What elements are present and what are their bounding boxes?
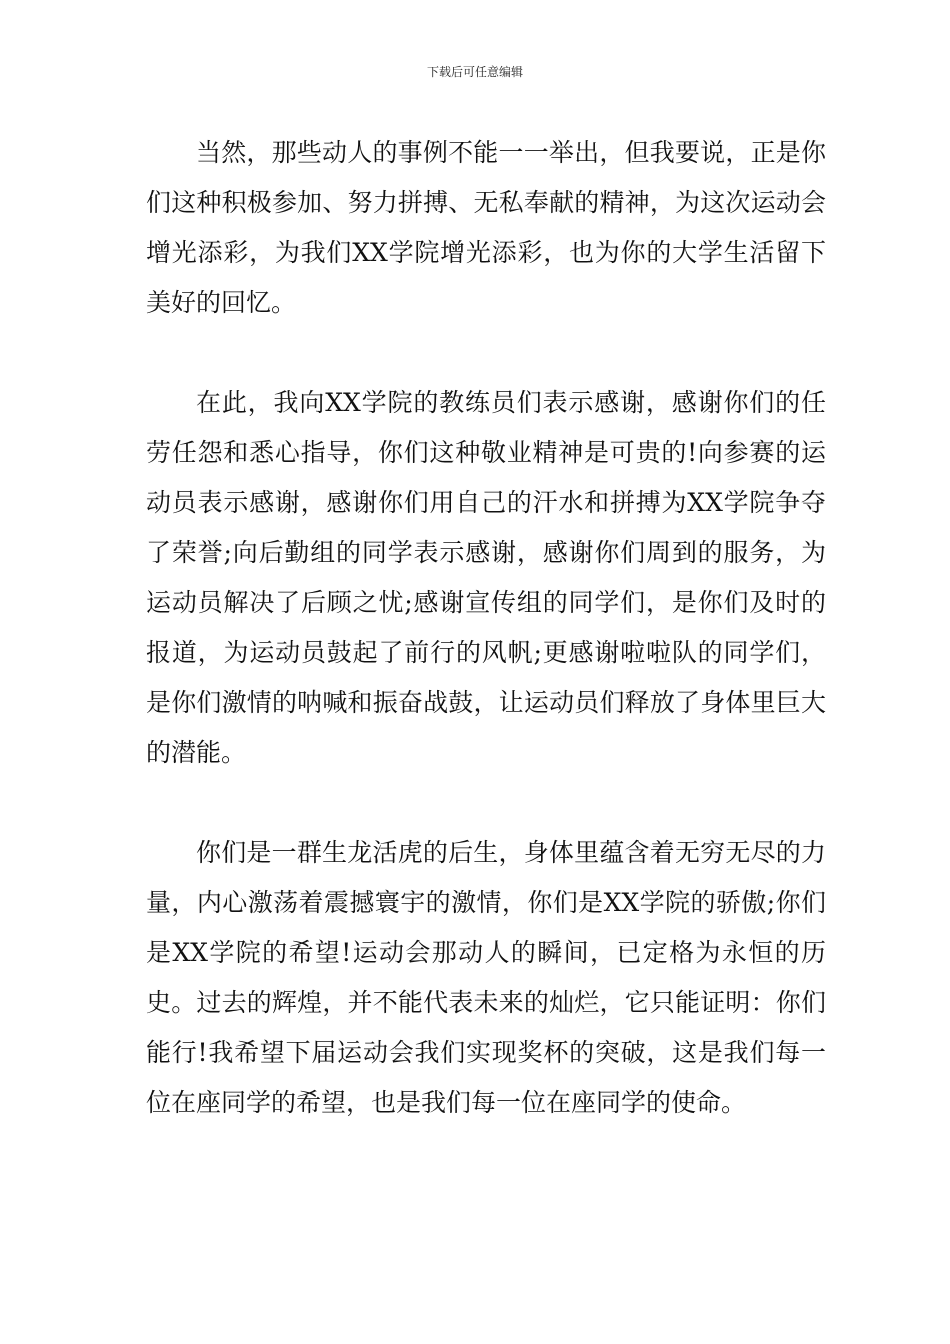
paragraph-spacer: [146, 328, 826, 378]
paragraph-1: 当然，那些动人的事例不能一一举出，但我要说，正是你们这种积极参加、努力拼搏、无私奉献的精神，为这次运动会增光添彩，为我们XX学院增光添彩，也为你的大学生活留下美好的回忆。: [146, 138, 826, 317]
document-body: [146, 128, 826, 1128]
paragraph-spacer: [146, 778, 826, 828]
paragraph-3: 你们是一群生龙活虎的后生，身体里蕴含着无穷无尽的力量，内心激荡着震撼寰宇的激情，你们是XX学院的骄傲;你们是XX学院的希望!运动会那动人的瞬间，已定格为永恒的历史。过去的辉煌，并不能代表未来的灿烂，它只能证明：你们能行!我希望下届运动会我们实现奖杯的突破，这是我们每一位在座同学的希望，也是我们每一位在座同学的使命。: [146, 838, 826, 1117]
paragraph-2: 在此，我向XX学院的教练员们表示感谢，感谢你们的任劳任怨和悉心指导，你们这种敬业精神是可贵的!向参赛的运动员表示感谢，感谢你们用自己的汗水和拼搏为XX学院争夺了荣誉;向后勤组的同学表示感谢，感谢你们周到的服务，为运动员解决了后顾之忧;感谢宣传组的同学们，是你们及时的报道，为运动员鼓起了前行的风帆;更感谢啦啦队的同学们，是你们激情的呐喊和振奋战鼓，让运动员们释放了身体里巨大的潜能。: [146, 388, 826, 767]
page-header: 下载后可任意编辑: [426, 65, 523, 79]
